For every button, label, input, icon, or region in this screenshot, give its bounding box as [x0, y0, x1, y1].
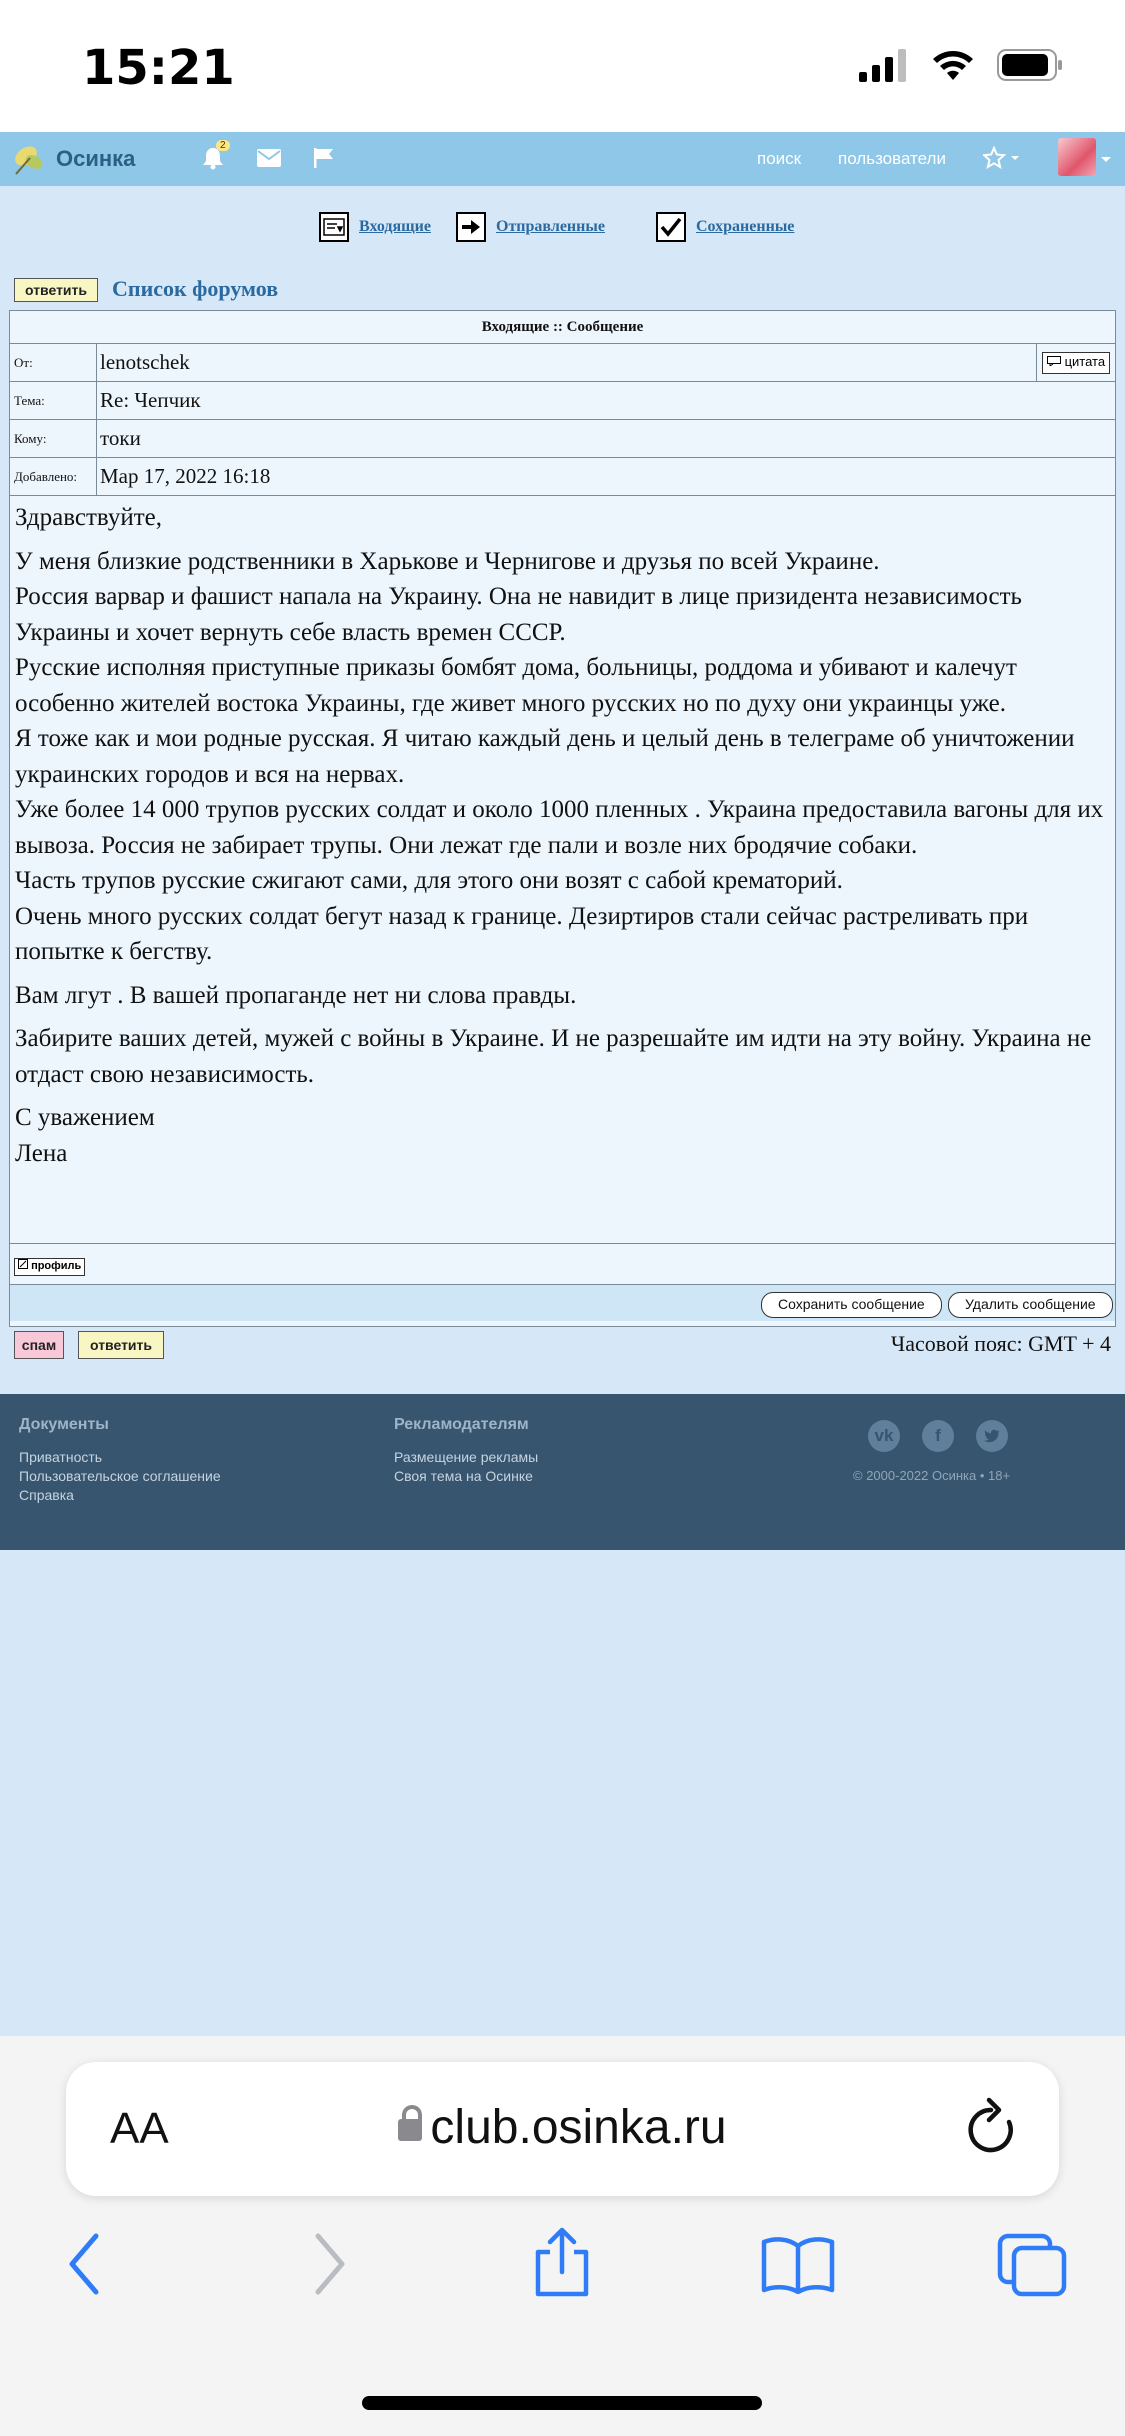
url-text: club.osinka.ru: [430, 2101, 727, 2154]
address-bar[interactable]: [66, 2062, 1059, 2196]
quote-icon: [1047, 356, 1061, 366]
to-label: Кому:: [10, 420, 97, 457]
footer-ads-heading: Рекламодателям: [394, 1416, 529, 1433]
social-links: [868, 1420, 1008, 1452]
home-indicator: [362, 2396, 762, 2410]
delete-message-button[interactable]: Удалить сообщение: [948, 1292, 1113, 1318]
favorites-button[interactable]: [983, 146, 1023, 175]
save-message-button[interactable]: Сохранить сообщение: [761, 1292, 942, 1318]
user-avatar[interactable]: [1058, 138, 1096, 176]
back-icon[interactable]: [64, 2232, 104, 2296]
twitter-icon[interactable]: [976, 1420, 1008, 1452]
body-paragraph: Забирите ваших детей, мужей с войны в Украине. И не разрешайте им идти на эту войну. Украина не отдаст свою независимость.: [15, 1025, 1092, 1088]
share-icon[interactable]: [530, 2226, 594, 2298]
messages-button[interactable]: [257, 149, 281, 172]
body-signature: Лена: [15, 1139, 68, 1167]
body-paragraph: Русские исполняя приступные приказы бомбят дома, больницы, роддома и убивают и калечут особенно жителей востока Украины, где живет много русских но по духу они украинцы уже.: [15, 654, 1017, 717]
wifi-icon: [931, 48, 975, 82]
folder-inbox[interactable]: [319, 212, 431, 242]
to-row: [10, 420, 1115, 458]
body-paragraph: Часть трупов русские сжигают сами, для этого они возят с сабой крематорий.: [15, 867, 843, 894]
added-value: Мар 17, 2022 16:18: [100, 464, 271, 488]
signal-icon: [859, 48, 909, 82]
folder-saved-label[interactable]: Сохраненные: [696, 218, 795, 235]
facebook-icon[interactable]: f: [922, 1420, 954, 1452]
body-paragraph: Очень много русских солдат бегут назад к границе. Дезиртиров стали сейчас растреливать при попытке к бегству.: [15, 902, 1029, 965]
notification-count-badge: 2: [216, 140, 230, 151]
notifications-button[interactable]: [202, 140, 226, 175]
status-icons: [859, 48, 1065, 82]
profile-button[interactable]: [14, 1258, 85, 1276]
star-icon: [983, 146, 1023, 170]
footer-link-help[interactable]: Справка: [19, 1487, 74, 1503]
chevron-down-icon[interactable]: [1101, 156, 1111, 164]
folder-sent[interactable]: [456, 212, 605, 242]
status-bar: [0, 0, 1125, 132]
browser-toolbar: [0, 2036, 1125, 2436]
footer-link-terms[interactable]: Пользовательское соглашение: [19, 1468, 221, 1484]
quote-button[interactable]: [1042, 352, 1110, 374]
body-signoff: С уважением: [15, 1104, 155, 1131]
inbox-icon: [319, 212, 349, 242]
lock-icon: [398, 2119, 422, 2141]
subject-label: Тема:: [10, 382, 97, 419]
message-folders: [0, 212, 1125, 248]
added-row: [10, 458, 1115, 496]
bookmarks-icon[interactable]: [760, 2236, 836, 2294]
url-display[interactable]: [66, 2100, 1059, 2155]
footer-link-own-topic[interactable]: Своя тема на Осинке: [394, 1468, 533, 1484]
reload-icon[interactable]: [963, 2096, 1019, 2158]
message-actions: [10, 1285, 1115, 1321]
to-value: токи: [100, 426, 141, 450]
footer-docs: [19, 1416, 221, 1505]
spam-button[interactable]: спам: [14, 1331, 64, 1359]
body-paragraph: Уже более 14 000 трупов русских солдат и около 1000 пленных . Украина предоставила вагоны для их вывоза. Россия не забирает трупы. Они лежат где пали и возле них бродячие собаки.: [15, 796, 1104, 859]
from-label: От:: [10, 344, 97, 381]
copyright: © 2000-2022 Осинка • 18+: [853, 1468, 1011, 1483]
body-paragraph: Я тоже как и мои родные русская. Я читаю каждый день и целый день в телеграме об уничтожении украинских городов и вся на нервах.: [15, 725, 1075, 788]
body-paragraph: У меня близкие родственники в Харькове и Чернигове и друзья по всей Украине.: [15, 547, 880, 575]
reply-button-bottom[interactable]: ответить: [78, 1331, 164, 1359]
body-paragraph: Россия варвар и фашист напала на Украину. Она не навидит в лице призидента независимость Украины и хочет вернуть себе власть времен СССР.: [15, 583, 1022, 646]
footer-link-privacy[interactable]: Приватность: [19, 1449, 103, 1465]
flag-icon: [313, 147, 335, 169]
aa-label: AA: [110, 2104, 169, 2153]
checkmark-icon: [656, 212, 686, 242]
profile-row: [10, 1244, 1115, 1285]
footer-docs-heading: Документы: [19, 1416, 109, 1433]
site-logo[interactable]: [12, 142, 135, 176]
message-header: Входящие :: Сообщение: [10, 311, 1115, 344]
profile-icon: [18, 1259, 28, 1269]
subject-row: [10, 382, 1115, 420]
from-value: lenotschek: [100, 350, 190, 374]
users-link[interactable]: пользователи: [838, 149, 946, 168]
status-time: 15:21: [82, 40, 235, 96]
timezone-label: Часовой пояс: GMT + 4: [890, 1331, 1111, 1356]
profile-label: профиль: [31, 1260, 82, 1272]
forward-icon[interactable]: [310, 2232, 350, 2296]
body-paragraph: Вам лгут . В вашей пропаганде нет ни слова правды.: [15, 981, 577, 1009]
search-link[interactable]: поиск: [757, 149, 802, 168]
flag-button[interactable]: [313, 147, 335, 174]
tabs-icon[interactable]: [996, 2232, 1068, 2298]
folder-sent-label[interactable]: Отправленные: [496, 218, 605, 235]
reply-button[interactable]: ответить: [14, 278, 98, 302]
folder-inbox-label[interactable]: Входящие: [359, 218, 431, 235]
forum-list-link[interactable]: Список форумов: [112, 276, 279, 301]
site-header: [0, 132, 1125, 186]
subject-value: Re: Чепчик: [100, 388, 201, 412]
message-body: [10, 496, 1115, 1244]
arrow-right-icon: [456, 212, 486, 242]
quote-cell: [1036, 344, 1115, 381]
envelope-icon: [257, 149, 281, 167]
added-label: Добавлено:: [10, 458, 97, 495]
site-name: Осинка: [56, 146, 136, 171]
message-table: [9, 310, 1116, 1327]
folder-saved[interactable]: [656, 212, 794, 242]
vk-icon[interactable]: vk: [868, 1420, 900, 1452]
logo-leaf-icon: [12, 142, 46, 176]
battery-icon: [997, 48, 1065, 82]
site-footer: [0, 1394, 1125, 1550]
body-greeting: Здравствуйте,: [15, 504, 162, 531]
from-row: [10, 344, 1115, 382]
footer-link-advertising[interactable]: Размещение рекламы: [394, 1449, 539, 1465]
footer-ads: [394, 1416, 538, 1486]
quote-label: цитата: [1064, 353, 1106, 369]
